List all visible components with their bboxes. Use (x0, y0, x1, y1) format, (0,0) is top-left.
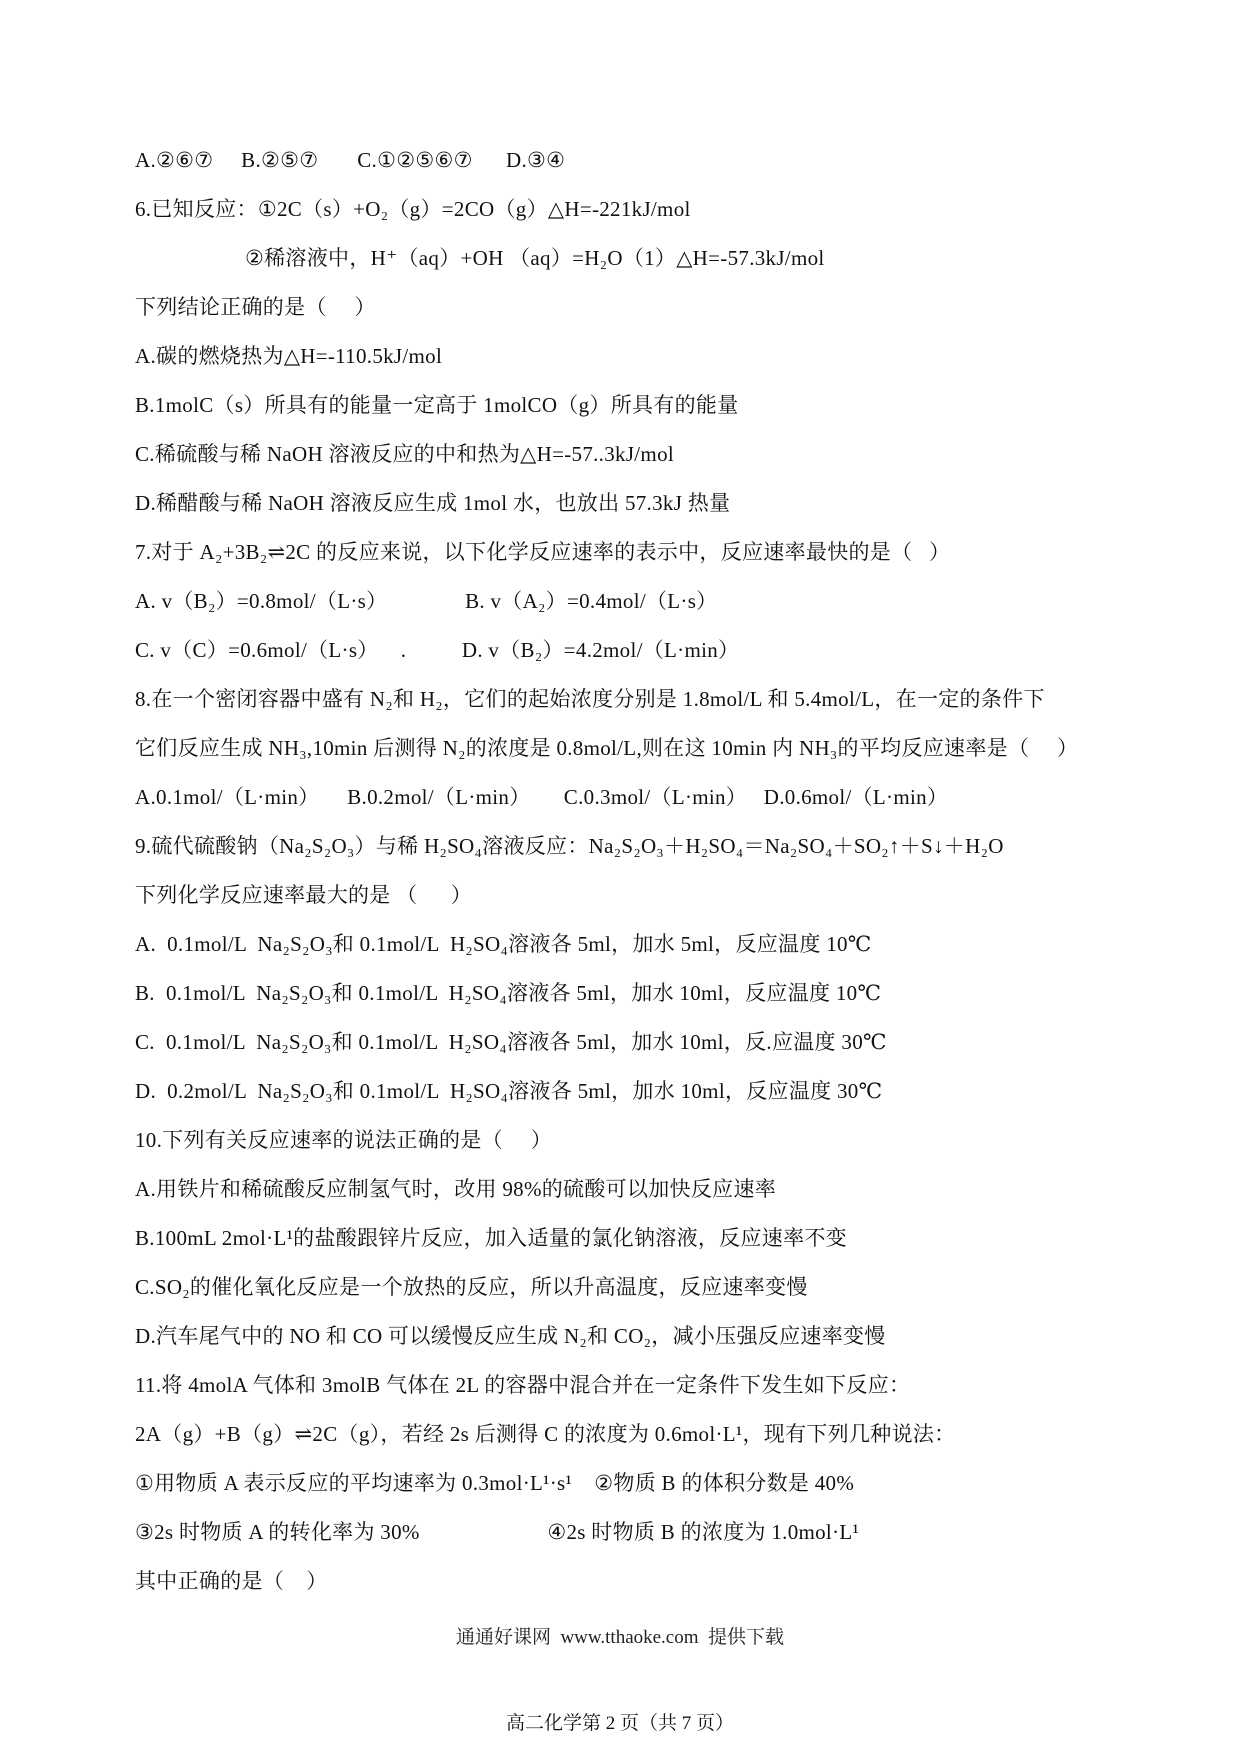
question-9-option-a: A. 0.1mol/L Na₂S₂O₃和 0.1mol/L H₂SO₄溶液各 5ml，加水 5ml，反应温度 10℃ (135, 932, 872, 956)
question-11-statements-3-4: ③2s 时物质 A 的转化率为 30% ④2s 时物质 B 的浓度为 1.0mol·L¹ (135, 1520, 860, 1544)
question-9-option-d: D. 0.2mol/L Na₂S₂O₃和 0.1mol/L H₂SO₄溶液各 5ml，加水 10ml，反应温度 30℃ (135, 1079, 883, 1103)
question-8-options: A.0.1mol/（L·min） B.0.2mol/（L·min） C.0.3mol/（L·min） D.0.6mol/（L·min） (135, 785, 949, 809)
question-7-options-ab: A. v（B₂）=0.8mol/（L·s） B. v（A₂）=0.4mol/（L·s） (135, 589, 718, 613)
question-9-option-c: C. 0.1mol/L Na₂S₂O₃和 0.1mol/L H₂SO₄溶液各 5ml，加水 10ml，反.应温度 30℃ (135, 1030, 887, 1054)
question-9-option-b: B. 0.1mol/L Na₂S₂O₃和 0.1mol/L H₂SO₄溶液各 5ml，加水 10ml，反应温度 10℃ (135, 981, 882, 1005)
question-8-stem-1: 8.在一个密闭容器中盛有 N₂和 H₂，它们的起始浓度分别是 1.8mol/L 和 5.4mol/L，在一定的条件下 (135, 687, 1045, 711)
question-6-option-d: D.稀醋酸与稀 NaOH 溶液反应生成 1mol 水，也放出 57.3kJ 热量 (135, 491, 731, 515)
question-9-stem: 9.硫代硫酸钠（Na₂S₂O₃）与稀 H₂SO₄溶液反应：Na₂S₂O₃＋H₂SO₄＝Na₂SO₄＋SO₂↑＋S↓＋H₂O (135, 834, 1004, 858)
question-6-prompt: 下列结论正确的是（ ） (135, 295, 376, 319)
question-7-stem: 7.对于 A₂+3B₂⇌2C 的反应来说，以下化学反应速率的表示中，反应速率最快的是（ ） (135, 540, 951, 564)
question-5-options: A.②⑥⑦ B.②⑤⑦ C.①②⑤⑥⑦ D.③④ (135, 148, 566, 172)
question-10-option-c: C.SO₂的催化氧化反应是一个放热的反应，所以升高温度，反应速率变慢 (135, 1275, 808, 1299)
question-7-options-cd: C. v（C）=0.6mol/（L·s） . D. v（B₂）=4.2mol/（L·min） (135, 638, 740, 662)
question-11-statements-1-2: ①用物质 A 表示反应的平均速率为 0.3mol·L¹·s¹ ②物质 B 的体积分数是 40% (135, 1471, 855, 1495)
download-watermark: 通通好课网 www.tthaoke.com 提供下载 (455, 1627, 785, 1648)
question-10-stem: 10.下列有关反应速率的说法正确的是（ ） (135, 1128, 552, 1152)
question-6-option-a: A.碳的燃烧热为△H=-110.5kJ/mol (135, 344, 443, 368)
question-8-stem-2: 它们反应生成 NH₃,10min 后测得 N₂的浓度是 0.8mol/L,则在这 10min 内 NH₃的平均反应速率是（ ） (135, 736, 1079, 760)
question-11-stem-1: 11.将 4molA 气体和 3molB 气体在 2L 的容器中混合并在一定条件下发生如下反应： (135, 1373, 911, 1397)
question-10-option-b: B.100mL 2mol·L¹的盐酸跟锌片反应，加入适量的氯化钠溶液，反应速率不变 (135, 1226, 847, 1250)
question-10-option-a: A.用铁片和稀硫酸反应制氢气时，改用 98%的硫酸可以加快反应速率 (135, 1177, 777, 1201)
question-6-option-b: B.1molC（s）所具有的能量一定高于 1molCO（g）所具有的能量 (135, 393, 739, 417)
question-6-stem-1: 6.已知反应：①2C（s）+O₂（g）=2CO（g）△H=-221kJ/mol (135, 197, 691, 221)
question-11-prompt: 其中正确的是（ ） (135, 1569, 328, 1593)
question-9-prompt: 下列化学反应速率最大的是 （ ） (135, 883, 473, 907)
question-6-stem-2: ②稀溶液中，H⁺（aq）+OH （aq）=H₂O（1）△H=-57.3kJ/mol (245, 246, 825, 270)
question-6-option-c: C.稀硫酸与稀 NaOH 溶液反应的中和热为△H=-57..3kJ/mol (135, 442, 675, 466)
exam-body (135, 146, 1130, 1616)
question-10-option-d: D.汽车尾气中的 NO 和 CO 可以缓慢反应生成 N₂和 CO₂，减小压强反应速率变慢 (135, 1324, 886, 1348)
page-number-footer: 高二化学第 2 页（共 7 页） (505, 1713, 734, 1734)
question-11-stem-2: 2A（g）+B（g）⇌2C（g），若经 2s 后测得 C 的浓度为 0.6mol·L¹，现有下列几种说法： (135, 1422, 956, 1446)
